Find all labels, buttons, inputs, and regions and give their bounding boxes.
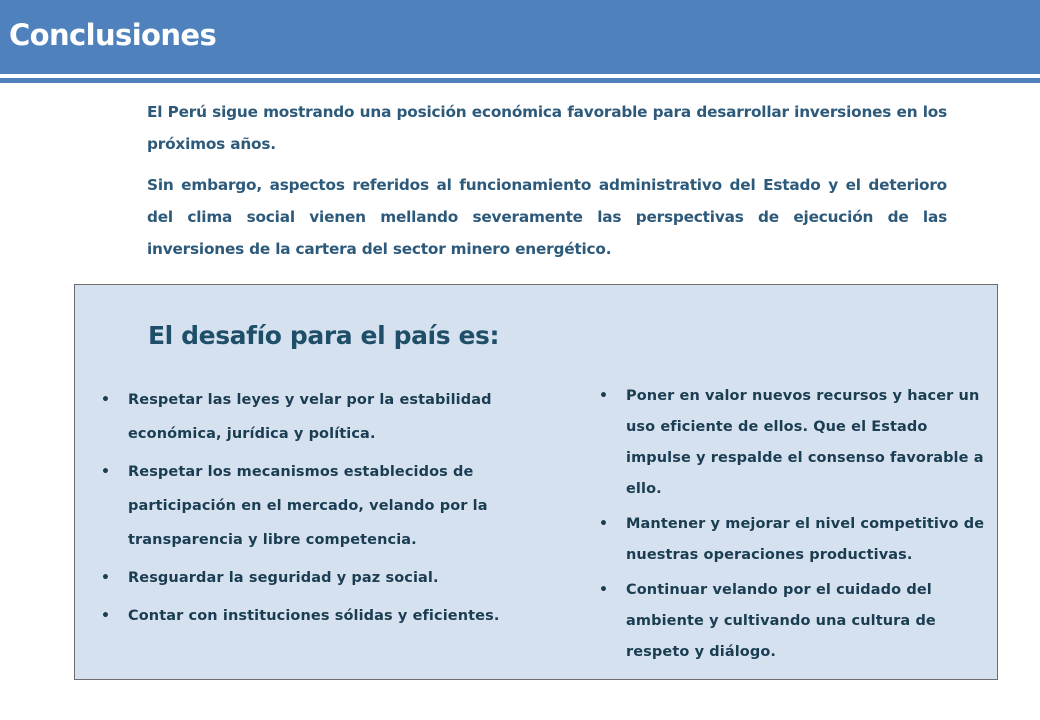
bullet-icon: • <box>101 464 111 480</box>
bullet-icon: • <box>599 388 609 404</box>
right-bullet-list <box>599 381 989 672</box>
list-item: • Respetar las leyes y velar por la estabilidad económica, jurídica y política. <box>101 383 531 451</box>
header-bar <box>0 0 1040 74</box>
panel-title: El desafío para el país es: <box>148 321 500 350</box>
list-item: • Respetar los mecanismos establecidos de participación en el mercado, velando por la transparencia y libre competencia. <box>101 455 531 557</box>
intro-paragraph-1: El Perú sigue mostrando una posición económica favorable para desarrollar inversiones en los próximos años. <box>147 103 947 153</box>
intro-paragraph-2: Sin embargo, aspectos referidos al funcionamiento administrativo del Estado y el deterioro del clima social vienen mellando severamente las perspectivas de ejecución de las inversiones de la cartera del sector minero energético. <box>147 176 947 258</box>
list-item: • Resguardar la seguridad y paz social. <box>101 561 531 595</box>
header-rule <box>0 78 1040 83</box>
challenge-panel <box>74 284 998 680</box>
intro-text <box>147 96 947 274</box>
bullet-icon: • <box>101 570 111 586</box>
page-title: Conclusiones <box>9 18 217 52</box>
list-item: • Contar con instituciones sólidas y eficientes. <box>101 599 531 633</box>
bullet-icon: • <box>599 582 609 598</box>
left-bullet-list <box>101 383 531 637</box>
bullet-icon: • <box>599 516 609 532</box>
list-item: • Continuar velando por el cuidado del ambiente y cultivando una cultura de respeto y diálogo. <box>599 575 989 668</box>
list-item: • Mantener y mejorar el nivel competitivo de nuestras operaciones productivas. <box>599 509 989 571</box>
bullet-icon: • <box>101 392 111 408</box>
list-item: • Poner en valor nuevos recursos y hacer un uso eficiente de ellos. Que el Estado impulse y respalde el consenso favorable a ello. <box>599 381 989 505</box>
bullet-icon: • <box>101 608 111 624</box>
